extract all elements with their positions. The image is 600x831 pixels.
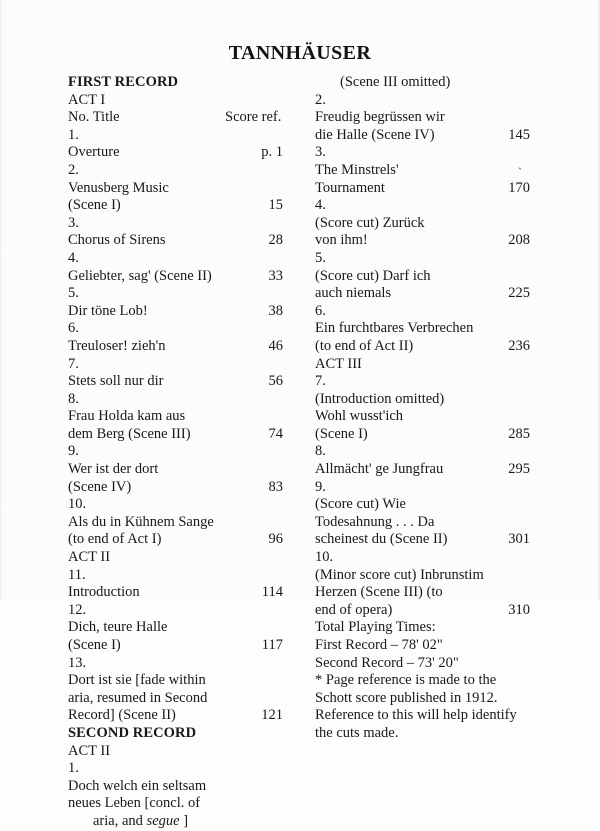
track-title-line: (to end of Act II) 236	[315, 337, 530, 354]
segue-before: aria, and	[93, 812, 147, 829]
track-number: 7.	[315, 373, 326, 390]
segue-italic: segue	[146, 812, 180, 829]
track-number: 8.	[315, 443, 326, 460]
track-title-line: Dort ist sie [fade within	[68, 672, 206, 689]
track-number: 11.	[68, 566, 86, 583]
act-ii-heading-second-record: ACT II	[68, 742, 111, 759]
track-title-line: Introduction 114	[68, 584, 283, 601]
track-body	[68, 408, 290, 443]
track-entry	[68, 602, 290, 655]
track-title-line: dem Berg (Scene III) 74	[68, 425, 283, 442]
segue-line	[93, 813, 290, 831]
track-title-line: neues Leben [concl. of	[68, 795, 201, 812]
track-body	[315, 496, 537, 549]
track-body	[68, 461, 290, 496]
track-title-line: end of opera) 310	[315, 601, 530, 618]
track-number: 1.	[68, 126, 79, 143]
track-number: 10.	[315, 549, 334, 566]
track-entry	[315, 373, 537, 443]
score-reference: 295	[508, 461, 530, 478]
footnote-line-4: the cuts made.	[315, 724, 399, 741]
score-reference: 83	[268, 478, 283, 495]
track-entry	[315, 549, 537, 619]
segue-after: ]	[179, 812, 189, 829]
track-body	[68, 778, 290, 813]
track-title-line: Dich, teure Halle	[68, 619, 168, 636]
score-reference: 46	[268, 337, 283, 354]
score-reference: p. 1	[261, 144, 283, 161]
score-reference: 56	[268, 373, 283, 390]
track-entry	[68, 760, 290, 813]
track-title-line: Overture p. 1	[68, 144, 283, 161]
track-title-line: Doch welch ein seltsam	[68, 777, 207, 794]
score-reference: 121	[261, 707, 283, 724]
track-title-line: (Scene IV) 83	[68, 478, 283, 495]
track-body	[315, 567, 537, 620]
track-body	[68, 514, 290, 549]
act-ii-continued-track-list	[315, 92, 537, 356]
track-number: 7.	[68, 355, 79, 372]
track-title-line: Wer ist der dort	[68, 461, 159, 478]
act-ii-heading-first-record: ACT II	[68, 549, 111, 566]
track-title-line: Allmächt' ge Jungfrau 295	[315, 461, 530, 478]
track-title-line: Chorus of Sirens 28	[68, 232, 283, 249]
track-number: 6.	[315, 302, 326, 319]
total-playing-times-heading: Total Playing Times:	[315, 619, 436, 636]
act-i-track-list	[68, 127, 290, 549]
track-body	[315, 461, 537, 479]
track-number: 2.	[315, 91, 326, 108]
score-reference: 285	[508, 425, 530, 442]
track-body	[68, 338, 290, 356]
score-reference: 145	[508, 126, 530, 143]
footnote	[315, 672, 537, 742]
track-number: 6.	[68, 320, 79, 337]
score-reference: 96	[268, 531, 283, 548]
track-entry	[315, 479, 537, 549]
track-number: 9.	[68, 443, 79, 460]
track-body	[315, 391, 537, 444]
first-record-duration: First Record – 78' 02"	[315, 637, 443, 653]
track-title-line: Record] (Scene II) 121	[68, 707, 283, 724]
track-title-line: auch niemals 225	[315, 285, 530, 302]
score-reference: 15	[268, 197, 283, 214]
act-iii-heading: ACT III	[315, 355, 362, 372]
column-header-score-ref: Score ref.	[225, 109, 282, 126]
column-header-no-title: No. Title	[68, 109, 120, 126]
track-entry	[68, 127, 290, 162]
score-reference: 38	[268, 302, 283, 319]
track-title-line: (Score cut) Zurück	[315, 214, 425, 231]
score-reference: 114	[261, 584, 283, 601]
track-title-line: Tournament 170	[315, 179, 530, 196]
second-record-track-list	[68, 760, 290, 813]
score-reference: 74	[268, 425, 283, 442]
track-body	[68, 303, 290, 321]
right-column	[315, 74, 537, 743]
second-record-heading: SECOND RECORD	[68, 724, 197, 741]
track-body	[315, 268, 537, 303]
track-title-line: Dir töne Lob! 38	[68, 302, 283, 319]
track-title-line: Todesahnung . . . Da	[315, 513, 435, 530]
track-number: 13.	[68, 654, 87, 671]
track-entry	[315, 92, 537, 145]
track-body	[315, 109, 537, 144]
track-number: 8.	[68, 390, 79, 407]
score-reference: 28	[268, 232, 283, 249]
track-number: 5.	[315, 249, 326, 266]
act-i-heading: ACT I	[68, 91, 106, 108]
track-entry	[68, 285, 290, 320]
track-title-line: (Scene I) 285	[315, 425, 530, 442]
track-title-line: scheinest du (Scene II) 301	[315, 531, 530, 548]
score-reference: 208	[508, 232, 530, 249]
track-title-line: (Scene I) 15	[68, 197, 283, 214]
act-ii-track-list	[68, 567, 290, 725]
track-body	[68, 180, 290, 215]
score-reference: 310	[508, 601, 530, 618]
track-entry	[68, 162, 290, 215]
score-reference: 170	[508, 179, 530, 196]
score-reference: 33	[268, 267, 283, 284]
track-title-line: (to end of Act I) 96	[68, 531, 283, 548]
scene-omitted-note: (Scene III omitted)	[340, 74, 451, 90]
track-entry	[68, 320, 290, 355]
track-number: 1.	[68, 760, 79, 777]
track-entry	[315, 144, 537, 197]
track-title-line: (Minor score cut) Inbrunstim	[315, 566, 484, 583]
track-title-line: Frau Holda kam aus	[68, 408, 186, 425]
track-title-line: (Score cut) Darf ich	[315, 267, 431, 284]
track-entry	[68, 443, 290, 496]
track-body	[68, 373, 290, 391]
track-body	[68, 144, 290, 162]
track-title-line: Wohl wusst'ich	[315, 408, 404, 425]
track-number: 9.	[315, 478, 326, 495]
track-number: 10.	[68, 496, 87, 513]
track-number: 3.	[68, 214, 79, 231]
track-title-line: von ihm! 208	[315, 232, 530, 249]
track-number: 4.	[68, 249, 79, 266]
track-body	[315, 215, 537, 250]
track-entry	[315, 197, 537, 250]
footnote-line-2: Schott score published in 1912.	[315, 689, 498, 706]
track-body	[315, 162, 537, 197]
track-body	[68, 619, 290, 654]
footnote-line-1: * Page reference is made to the	[315, 672, 497, 689]
score-reference: 236	[508, 337, 530, 354]
track-title-line: Ein furchtbares Verbrechen	[315, 320, 474, 337]
track-number: 3.	[315, 144, 326, 161]
track-title-line: Stets soll nur dir 56	[68, 373, 283, 390]
score-reference: 117	[261, 637, 283, 653]
track-body	[68, 584, 290, 602]
track-body	[68, 232, 290, 250]
page-title: TANNHÄUSER	[228, 42, 372, 64]
track-body	[315, 320, 537, 355]
track-entry	[315, 250, 537, 303]
track-title-line: Venusberg Music	[68, 179, 169, 196]
track-title-line: Treuloser! zieh'n 46	[68, 337, 283, 354]
score-reference: 301	[508, 531, 530, 548]
track-body	[68, 268, 290, 286]
track-entry	[68, 496, 290, 549]
track-entry	[68, 250, 290, 285]
track-number: 12.	[68, 601, 87, 618]
track-entry	[68, 356, 290, 391]
track-title-line: (Introduction omitted)	[315, 390, 445, 407]
track-entry	[68, 215, 290, 250]
track-entry	[68, 567, 290, 602]
track-title-line: (Scene I) 117	[68, 637, 283, 653]
footnote-line-3: Reference to this will help identify	[315, 707, 517, 724]
score-reference: 225	[508, 285, 530, 302]
track-title-line: (Score cut) Wie	[315, 496, 406, 513]
left-column	[68, 74, 290, 831]
track-entry	[68, 391, 290, 444]
first-record-heading: FIRST RECORD	[68, 74, 179, 90]
track-number: 5.	[68, 285, 79, 302]
scan-artifact-tick: `	[518, 164, 522, 179]
track-title-line: Geliebter, sag' (Scene II) 33	[68, 267, 283, 284]
track-title-line: Freudig begrüssen wir	[315, 109, 445, 126]
act-iii-track-list	[315, 373, 537, 619]
track-title-line: die Halle (Scene IV) 145	[315, 126, 530, 143]
track-number: 4.	[315, 197, 326, 214]
table-header-row	[68, 109, 290, 127]
track-title-line: aria, resumed in Second	[68, 689, 208, 706]
track-entry	[68, 655, 290, 725]
track-body	[68, 672, 290, 725]
second-record-duration: Second Record – 73' 20"	[315, 654, 459, 671]
track-entry	[315, 303, 537, 356]
track-number: 2.	[68, 161, 79, 178]
track-title-line: Herzen (Scene III) (to	[315, 584, 443, 601]
track-title-line: Als du in Kühnem Sange	[68, 513, 214, 530]
track-title-line: The Minstrels' `	[315, 162, 530, 180]
track-entry	[315, 443, 537, 478]
